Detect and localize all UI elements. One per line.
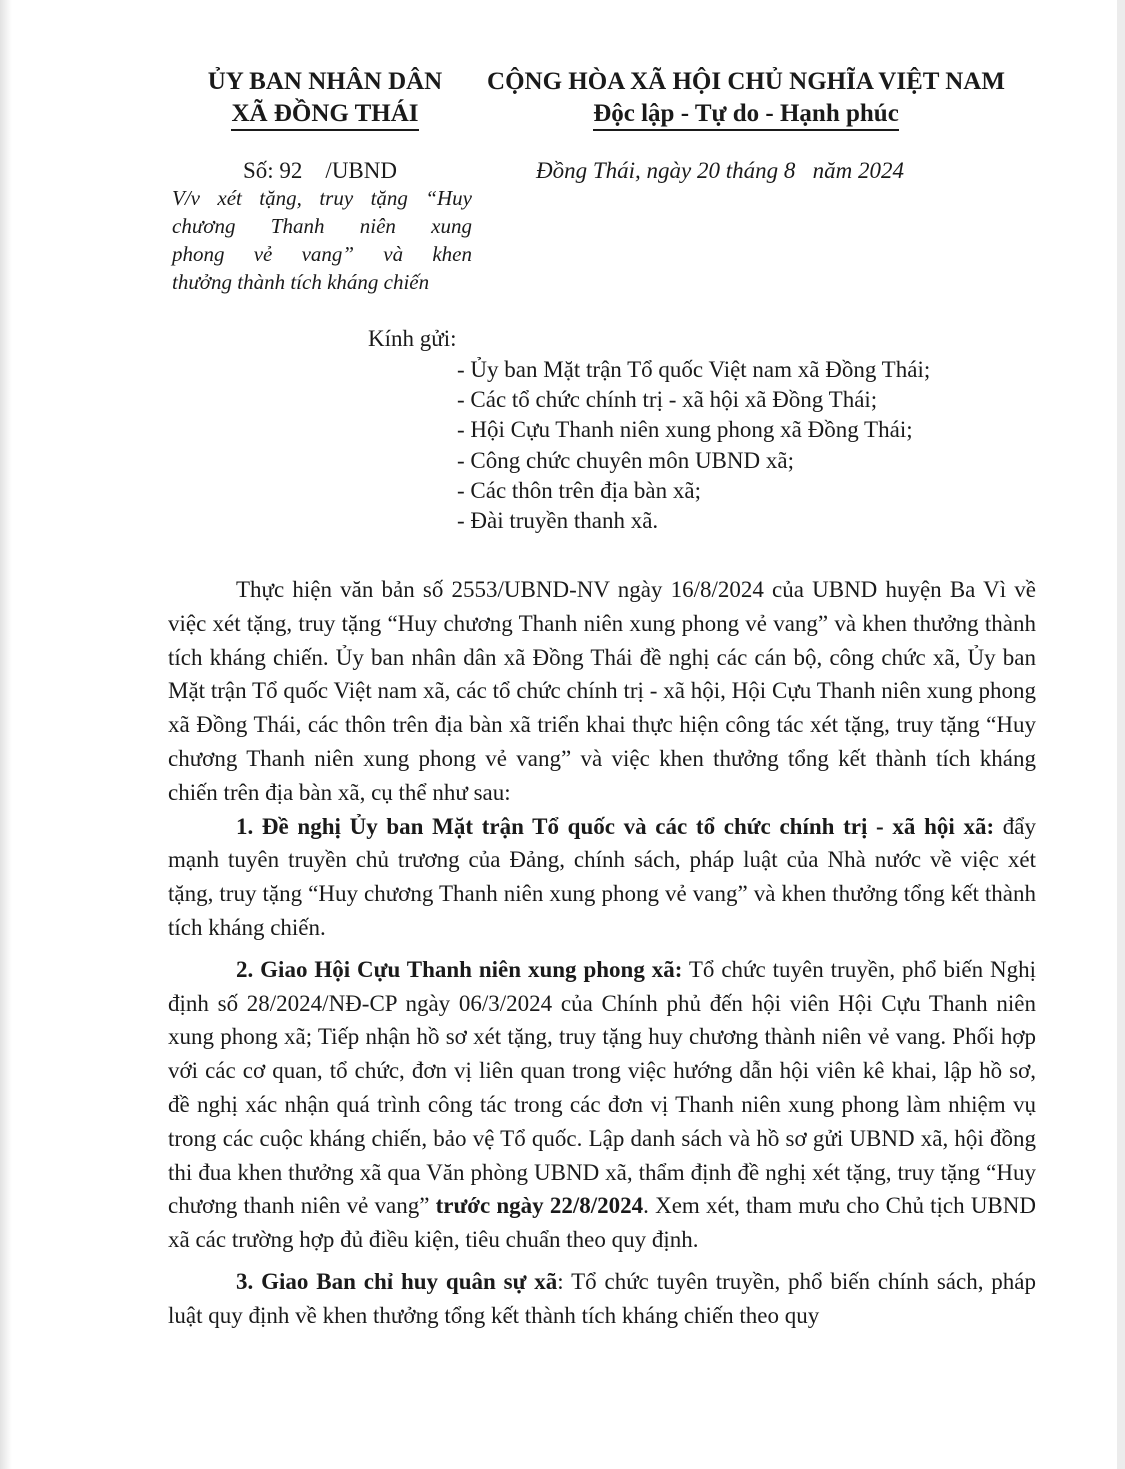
agency-name: ỦY BAN NHÂN DÂN (207, 68, 443, 95)
national-motto: Độc lập - Tự do - Hạnh phúc (593, 101, 899, 131)
kinh-gui-label: Kính gửi: (368, 326, 457, 351)
subject-line: thưởng thành tích kháng chiến (172, 270, 430, 294)
item-1-paragraph (168, 810, 1036, 945)
item-2-text: Tổ chức tuyên truyền, phổ biến Nghị định số 28/2024/NĐ-CP ngày 06/3/2024 của Chính phủ đến hội viên Hội Cựu Thanh niên xung phong xã; Tiếp nhận hồ sơ xét tặng, truy tặng huy chương thành niên vẻ vang. Phối hợp với các cơ quan, tổ chức, đơn vị liên quan trong việc hướng dẫn hội viên kê khai, lập hồ sơ, đề nghị xác nhận quá trình công tác trong các đơn vị Thanh niên xung phong làm nhiệm vụ trong các cuộc kháng chiến, bảo vệ Tổ quốc. Lập danh sách và hồ sơ gửi UBND xã, hội đồng thi đua khen thưởng xã qua Văn phòng UBND xã, thẩm định đề nghị xét tặng, truy tặng “Huy chương thanh niên vẻ vang” (168, 956, 1036, 1219)
document-number: Số: 92 /UBND (243, 158, 397, 183)
item-2-deadline: trước ngày 22/8/2024 (435, 1193, 644, 1219)
item-1-text: đẩy mạnh tuyên truyền chủ trương của Đảng, chính sách, pháp luật của Nhà nước về việc xét tặng, truy tặng “Huy chương Thanh niên xung phong vẻ vang” và khen thưởng tổng kết thành tích kháng chiến. (168, 813, 1037, 940)
recipient-item: - Các thôn trên địa bàn xã; (457, 477, 701, 503)
national-header (478, 66, 1014, 131)
recipient-item: - Các tổ chức chính trị - xã hội xã Đồng Thái; (457, 387, 878, 413)
subject-line: V/v xét tặng, truy tặng “Huy (172, 186, 472, 210)
item-3-heading: 3. Giao Ban chỉ huy quân sự xã (236, 1268, 558, 1294)
document-subject (172, 184, 472, 296)
recipient-item: - Ủy ban Mặt trận Tổ quốc Việt nam xã Đồng Thái; (457, 357, 931, 382)
commune-name: XÃ ĐỒNG THÁI (231, 101, 418, 131)
item-2-paragraph (168, 953, 1036, 1257)
subject-line: chương Thanh niên xung (172, 214, 472, 238)
recipient-item: - Hội Cựu Thanh niên xung phong xã Đồng Thái; (457, 417, 913, 443)
page-shadow-right (1117, 0, 1125, 1469)
page-shadow-left (0, 0, 12, 1469)
recipient-item: - Công chức chuyên môn UBND xã; (457, 447, 794, 473)
item-1-heading: 1. Đề nghị Ủy ban Mặt trận Tổ quốc và các tổ chức chính trị - xã hội xã: (236, 813, 995, 839)
document-body (168, 573, 1036, 1333)
subject-line: phong vẻ vang” và khen (172, 242, 472, 266)
nation-name: CỘNG HÒA XÃ HỘI CHỦ NGHĨA VIỆT NAM (487, 68, 1005, 95)
recipient-item: - Đài truyền thanh xã. (457, 508, 659, 534)
recipient-list (457, 355, 1057, 536)
item-3-paragraph (168, 1265, 1036, 1333)
date-line: Đồng Thái, ngày 20 tháng 8 năm 2024 (536, 158, 904, 183)
agency-header (170, 66, 480, 131)
item-2-heading: 2. Giao Hội Cựu Thanh niên xung phong xã: (236, 956, 683, 982)
intro-paragraph: Thực hiện văn bản số 2553/UBND-NV ngày 16/8/2024 của UBND huyện Ba Vì về việc xét tặng, truy tặng “Huy chương Thanh niên xung phong vẻ vang” và khen thưởng thành tích kháng chiến. Ủy ban nhân dân xã Đồng Thái đề nghị các cán bộ, công chức xã, Ủy ban Mặt trận Tổ quốc Việt nam xã, các tổ chức chính trị - xã hội, Hội Cựu Thanh niên xung phong xã Đồng Thái, các thôn trên địa bàn xã triển khai thực hiện công tác xét tặng, truy tặng “Huy chương Thanh niên xung phong vẻ vang” và việc khen thưởng tổng kết thành tích kháng chiến trên địa bàn xã, cụ thể như sau: (168, 577, 1036, 805)
item-2-tail: . Xem xét, tham mưu cho Chủ tịch UBND xã các trường hợp đủ điều kiện, tiêu chuẩn theo quy định. (168, 1193, 1036, 1253)
item-3-text: : Tổ chức tuyên truyền, phổ biến chính sách, pháp luật quy định về khen thưởng tổng kết thành tích kháng chiến theo quy (168, 1268, 1037, 1328)
